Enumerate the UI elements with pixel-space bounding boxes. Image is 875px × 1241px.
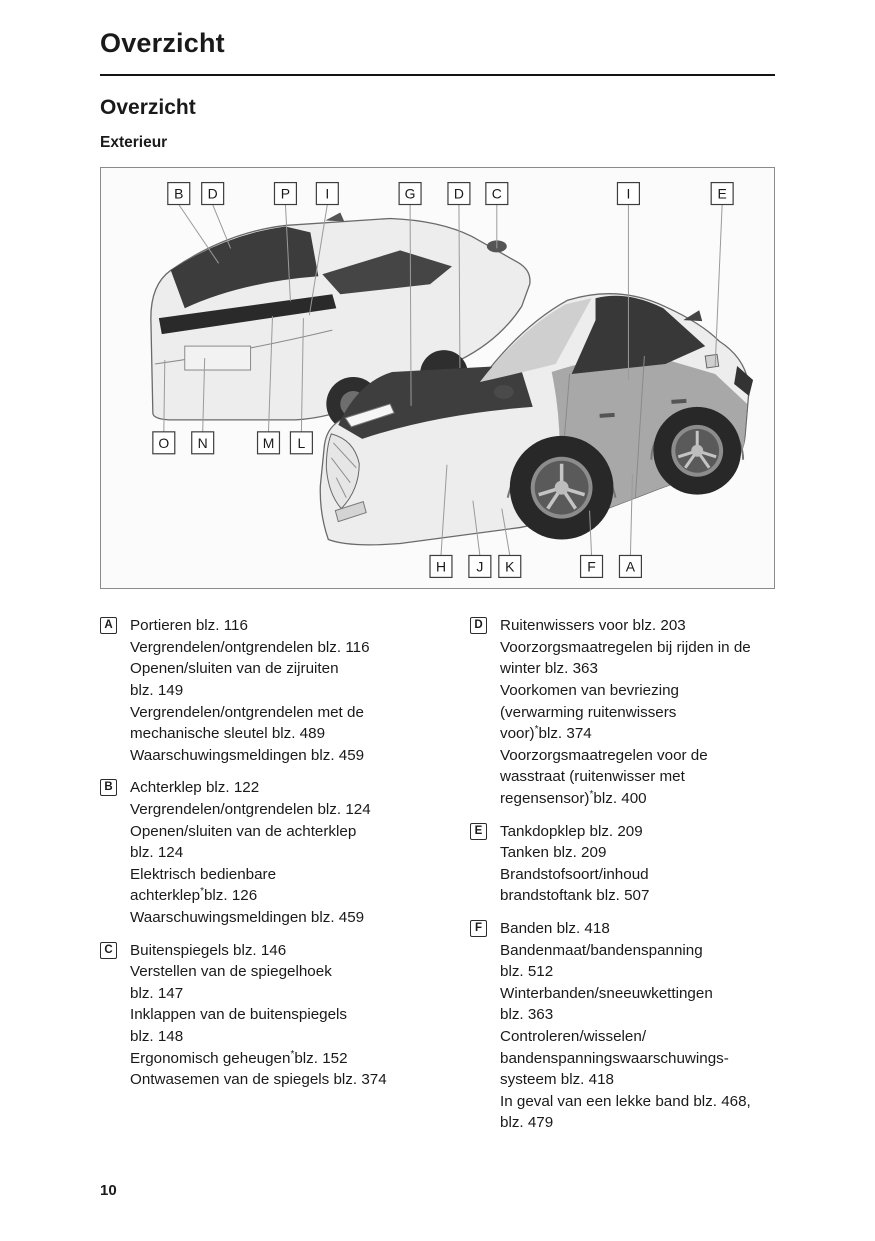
legend-text-line: Brandstofsoort/inhoud: [500, 865, 649, 883]
legend-item-lines: [130, 777, 448, 928]
legend-text-line: Openen/sluiten van de zijruiten: [130, 660, 339, 678]
legend-text-line: Ruitenwissers voor blz. 203: [500, 617, 686, 635]
legend-text-line: In geval van een lekke band blz. 468,: [500, 1092, 751, 1110]
legend-text-line: Portieren blz. 116: [130, 617, 248, 635]
diagram-callout-letter: J: [476, 558, 484, 575]
diagram-callout-letter: F: [587, 558, 596, 575]
diagram-callout-letter: C: [491, 185, 502, 202]
diagram-callout-letter: L: [297, 435, 306, 452]
diagram-callout-letter: P: [280, 185, 291, 202]
legend-text-line: wasstraat (ruitenwisser met: [500, 768, 685, 786]
legend-text-line: blz. 363: [500, 1006, 554, 1024]
legend-text-line: bandenspanningswaarschuwings-: [500, 1049, 729, 1067]
legend-item-lines: [500, 918, 773, 1134]
exterior-diagram: [100, 167, 775, 589]
diagram-callout-letter: I: [325, 185, 330, 202]
legend-letter-box: B: [100, 779, 117, 796]
subsection-title: Exterieur: [100, 134, 168, 152]
legend-item-lines: [130, 940, 448, 1091]
fuel-filler-flap: [705, 355, 719, 369]
diagram-callout-letter: D: [207, 185, 218, 202]
legend-text-line: blz. 147: [130, 984, 184, 1002]
legend-text-line: Vergrendelen/ontgrendelen met de: [130, 703, 364, 721]
legend-text-line: blz. 149: [130, 682, 184, 700]
diagram-callout-letter: A: [625, 558, 636, 575]
page-number: 10: [100, 1182, 117, 1199]
legend: [100, 615, 775, 1145]
diagram-callout-letter: B: [174, 185, 184, 202]
legend-text-line: Elektrisch bedienbare: [130, 865, 277, 883]
legend-text-line: voor)*blz. 374: [500, 724, 592, 743]
legend-text-line: Achterklep blz. 122: [130, 779, 260, 797]
diagram-callout-letter: E: [717, 185, 727, 202]
legend-text-line: Openen/sluiten van de achterklep: [130, 822, 357, 840]
legend-item-B: [100, 777, 448, 928]
legend-letter-box: A: [100, 617, 117, 634]
legend-letter-box: C: [100, 942, 117, 959]
legend-text-line: Waarschuwingsmeldingen blz. 459: [130, 746, 365, 764]
diagram-callout-letter: K: [505, 558, 515, 575]
legend-text-line: Inklappen van de buitenspiegels: [130, 1006, 348, 1024]
rear-plate-area: [185, 346, 251, 370]
section-title: Overzicht: [100, 96, 196, 120]
legend-text-line: Vergrendelen/ontgrendelen blz. 116: [130, 638, 370, 656]
legend-text-line: Ontwasemen van de spiegels blz. 374: [130, 1071, 387, 1089]
legend-item-E: [470, 821, 773, 907]
legend-text-line: Tanken blz. 209: [500, 844, 607, 862]
front-car-antenna-fin: [683, 310, 702, 321]
legend-text-line: achterklep*blz. 126: [130, 886, 258, 905]
diagram-callout-letter: N: [197, 435, 208, 452]
legend-letter-box: D: [470, 617, 487, 634]
legend-text-line: Controleren/wisselen/: [500, 1027, 647, 1045]
legend-text-line: Winterbanden/sneeuwkettingen: [500, 984, 713, 1002]
legend-text-line: Verstellen van de spiegelhoek: [130, 963, 332, 981]
exterior-diagram-svg: [101, 168, 774, 588]
legend-text-line: blz. 512: [500, 963, 554, 981]
diagram-callout-letter: I: [626, 185, 631, 202]
legend-item-lines: [500, 821, 773, 907]
front-car-mirror: [494, 385, 514, 399]
legend-item-C: [100, 940, 448, 1091]
legend-text-line: systeem blz. 418: [500, 1071, 614, 1089]
legend-item-F: [470, 918, 773, 1134]
legend-text-line: Buitenspiegels blz. 146: [130, 941, 287, 959]
legend-text-line: Voorkomen van bevriezing: [500, 682, 679, 700]
rear-wheel: [653, 407, 741, 495]
legend-item-A: [100, 615, 448, 766]
rear-car-antenna-fin: [325, 213, 344, 222]
diagram-callout-letter: D: [453, 185, 464, 202]
legend-text-line: blz. 148: [130, 1027, 184, 1045]
legend-item-D: [470, 615, 773, 809]
legend-text-line: Tankdopklep blz. 209: [500, 822, 643, 840]
legend-text-line: Ergonomisch geheugen*blz. 152: [130, 1048, 348, 1067]
legend-item-lines: [500, 615, 773, 809]
legend-text-line: regensensor)*blz. 400: [500, 788, 647, 807]
legend-text-line: blz. 124: [130, 844, 184, 862]
diagram-callout-letter: M: [262, 435, 275, 452]
legend-text-line: Waarschuwingsmeldingen blz. 459: [130, 908, 365, 926]
title-divider: [100, 74, 775, 76]
diagram-callout-letter: G: [404, 185, 416, 202]
page-title: Overzicht: [100, 28, 225, 58]
legend-text-line: brandstoftank blz. 507: [500, 887, 650, 905]
front-wheel: [510, 436, 614, 540]
legend-letter-box: F: [470, 920, 487, 937]
legend-letter-box: E: [470, 823, 487, 840]
legend-column-left: [100, 615, 448, 1145]
legend-text-line: Voorzorgsmaatregelen bij rijden in de: [500, 638, 751, 656]
legend-text-line: Banden blz. 418: [500, 919, 610, 937]
legend-text-line: Vergrendelen/ontgrendelen blz. 124: [130, 800, 371, 818]
legend-text-line: winter blz. 363: [500, 660, 598, 678]
legend-text-line: (verwarming ruitenwissers: [500, 703, 677, 721]
legend-text-line: Bandenmaat/bandenspanning: [500, 941, 703, 959]
legend-item-lines: [130, 615, 448, 766]
legend-text-line: blz. 479: [500, 1114, 554, 1132]
diagram-callout-letter: O: [158, 435, 170, 452]
legend-column-right: [470, 615, 773, 1145]
legend-text-line: mechanische sleutel blz. 489: [130, 725, 326, 743]
diagram-callout-letter: H: [435, 558, 447, 575]
legend-text-line: Voorzorgsmaatregelen voor de: [500, 746, 708, 764]
